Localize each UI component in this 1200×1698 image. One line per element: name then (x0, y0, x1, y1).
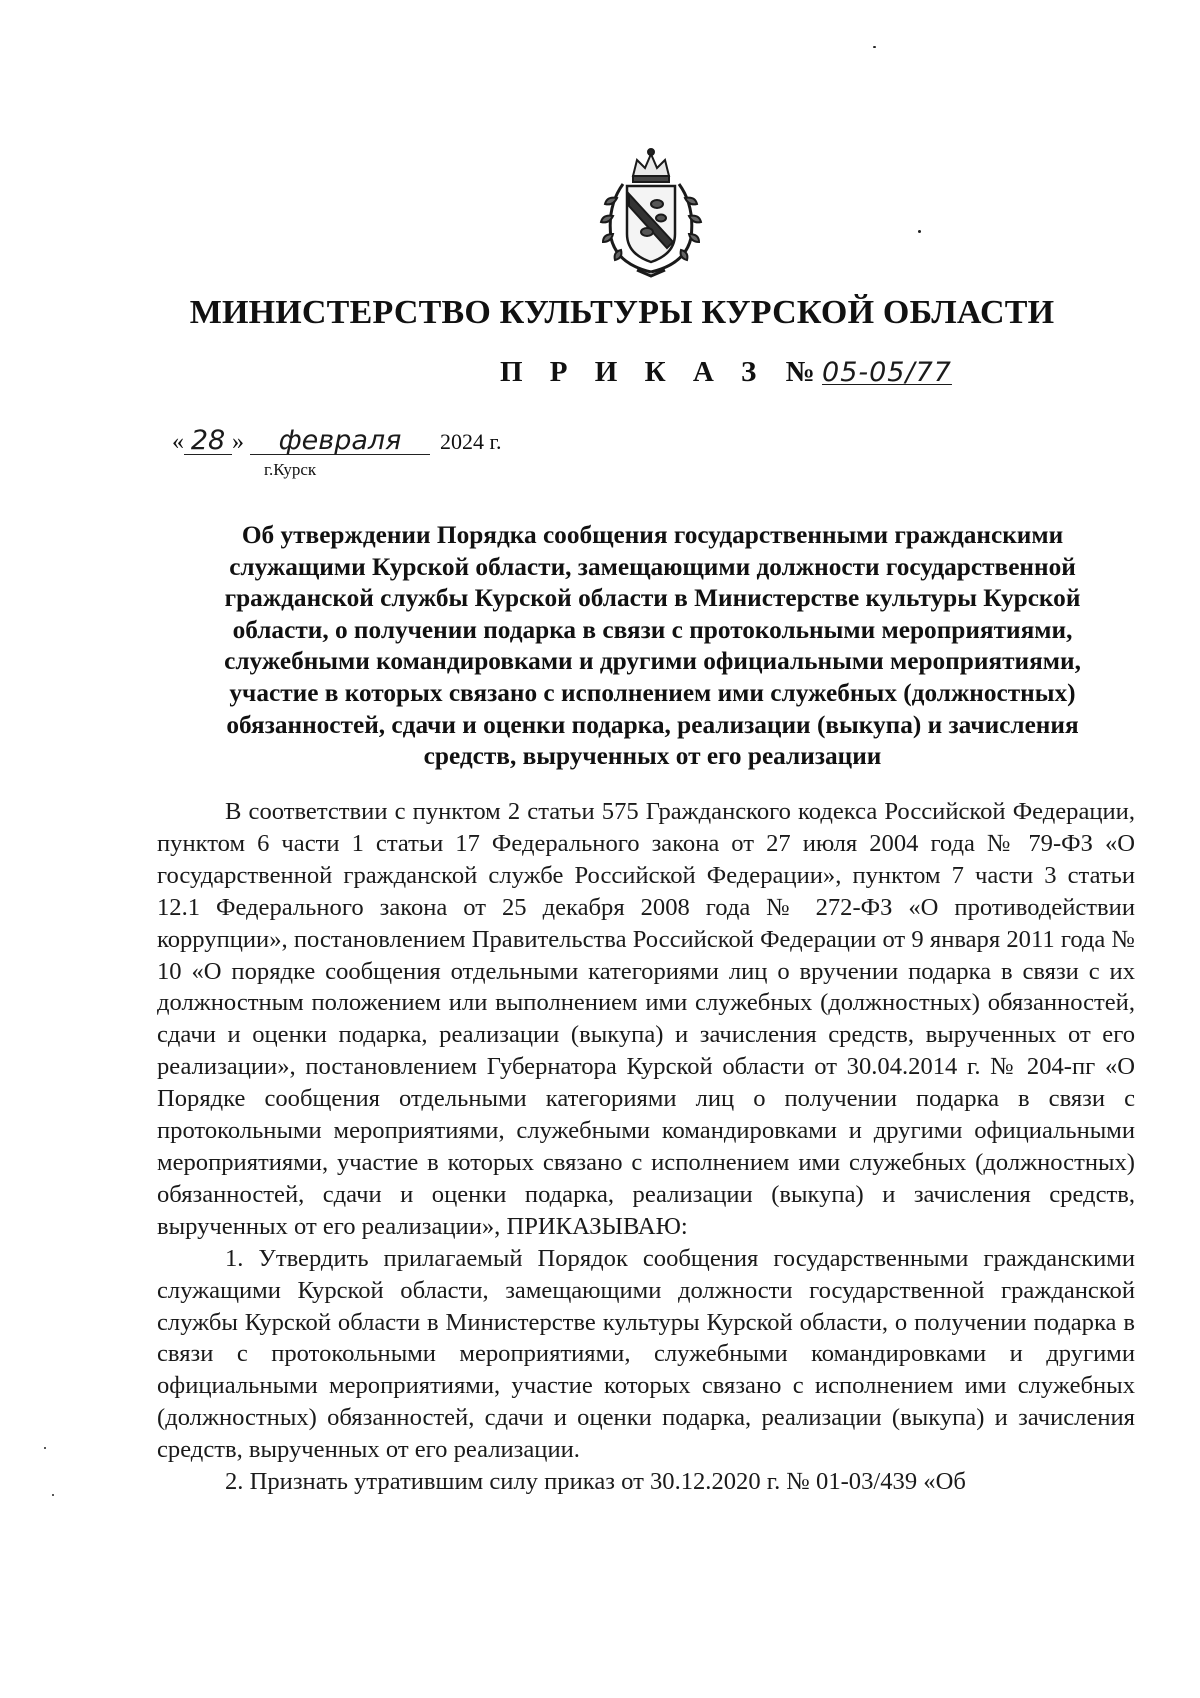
title-line: области, о получении подарка в связи с протокольными мероприятиями, (232, 615, 1073, 644)
title-line: Об утверждении Порядка сообщения государственными гражданскими (241, 521, 1064, 549)
title-line: средств, вырученных от его реализации (423, 742, 882, 771)
order-word: П Р И К А З (500, 356, 767, 388)
title-line: гражданской службы Курской области в Министерстве культуры Курской (224, 584, 1081, 613)
scan-speck (52, 1494, 54, 1496)
order-heading (500, 356, 952, 389)
scan-speck (918, 230, 921, 233)
scan-speck (873, 46, 876, 48)
ministry-name: МИНИСТЕРСТВО КУЛЬТУРЫ КУРСКОЙ ОБЛАСТИ (189, 294, 1055, 331)
city: г.Курск (264, 460, 317, 479)
date-open-quote: « (172, 429, 184, 455)
title-line: участие в которых связано с исполнением ими служебных (должностных) (229, 678, 1076, 707)
kursk-coat-of-arms-icon (587, 146, 715, 280)
scan-speck (44, 1447, 46, 1449)
date-year: 2024 г. (440, 429, 502, 454)
preamble-paragraph: В соответствии с пунктом 2 статьи 575 Гражданского кодекса Российской Федерации, пунктом 6 части 1 статьи 17 Федерального закона от 27 июля 2004 года № 79-ФЗ «О государственной гражданской службе Российской Федерации», пунктом 7 части 3 статьи 12.1 Федерального закона от 25 декабря 2008 года № 272-ФЗ «О противодействии коррупции», постановлением Правительства Российской Федерации от 9 января 2011 года № 10 «О порядке сообщения отдельными категориями лиц о вручении подарка в связи с их должностным положением или выполнением ими служебных (должностных) обязанностей, сдачи и оценки подарка, реализации (выкупа) и зачисления средств, вырученных от его реализации», постановлением Губернатора Курской области от 30.04.2014 г. № 204-пг «О Порядке сообщения отдельными категориями лиц о получении подарка в связи с протокольными мероприятиями, служебными командировками и другими официальными мероприятиями, участие в которых связано с исполнением ими служебных (должностных) обязанностей, сдачи и оценки подарка, реализации (выкупа) и зачисления средств, вырученных от его реализации», ПРИКАЗЫВАЮ: (157, 798, 1135, 1240)
date-day: 28 (184, 428, 232, 455)
order-number: 05-05/77 (822, 357, 952, 388)
title-line: служащими Курской области, замещающими должности государственной (229, 552, 1076, 581)
order-item-2: 2. Признать утратившим силу приказ от 30.12.2020 г. № 01-03/439 «Об (225, 1468, 966, 1496)
title-line: обязанностей, сдачи и оценки подарка, реализации (выкупа) и зачисления (226, 710, 1079, 739)
date-month: февраля (250, 428, 430, 455)
order-number-prefix: № (785, 356, 815, 388)
document-title (180, 520, 1125, 773)
order-item-1: 1. Утвердить прилагаемый Порядок сообщения государственными гражданскими служащими Курской области, замещающими должности государственной гражданской службы Курской области в Министерстве культуры Курской области, о получении подарка в связи с протокольными мероприятиями, служебными командировками и другими официальными мероприятиями, участие которых связано с исполнением ими служебных (должностных) обязанностей, сдачи и оценки подарка, реализации (выкупа) и зачисления средств, вырученных от его реализации. (157, 1244, 1135, 1464)
title-line: служебными командировками и другими официальными мероприятиями, (224, 647, 1081, 676)
date-close-quote: » (232, 429, 244, 455)
document-body (157, 796, 1135, 1498)
order-date (172, 425, 502, 456)
